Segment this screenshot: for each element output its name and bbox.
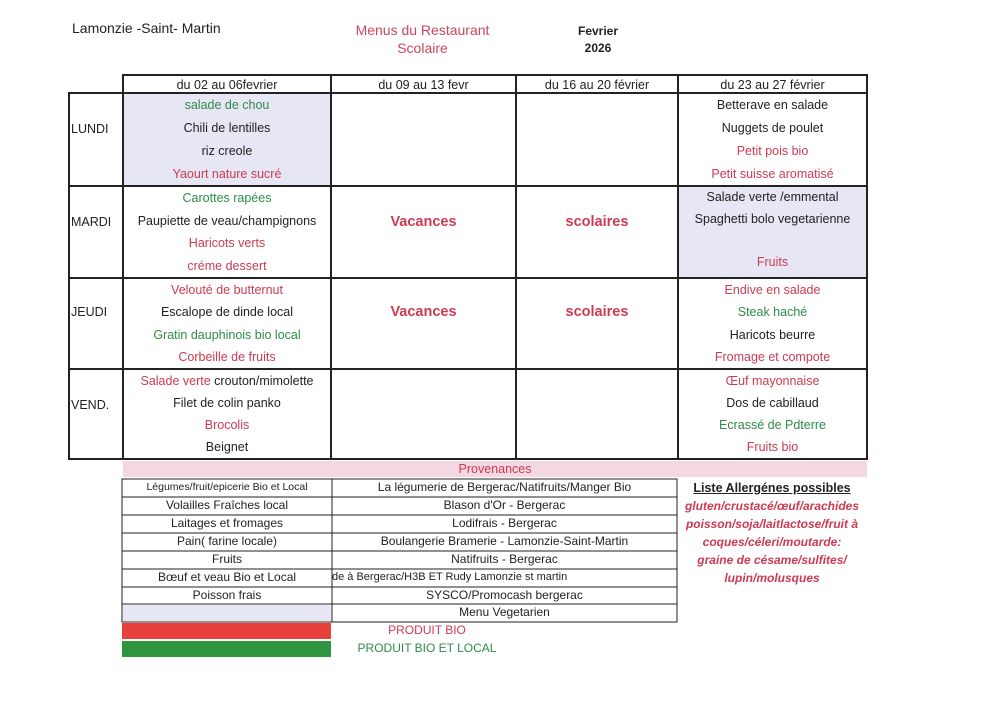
menu-item: Fruits bio [746, 440, 799, 454]
holiday-w3-jeudi [516, 278, 678, 346]
prov-source: Blason d'Or - Bergerac [443, 498, 566, 512]
menu-week4-vend [678, 369, 867, 459]
prov-item: Volailles Fraîches local [165, 498, 289, 512]
menu-item: Yaourt nature sucré [172, 166, 282, 181]
allergens-line: lupin/molusques [724, 571, 820, 585]
prov-item: Bœuf et veau Bio et Local [157, 570, 297, 584]
prov-item: Fruits [212, 552, 242, 566]
prov-item: Pain( farine locale) [176, 534, 278, 548]
prov-source: La légumerie de Bergerac/Natifruits/Manger Bio [377, 480, 632, 494]
prov-source: SYSCO/Promocash bergerac [426, 588, 583, 602]
week-header-2: du 09 au 13 fevr [378, 78, 469, 92]
holiday-w3-mardi [516, 186, 678, 258]
menu-week4-jeudi [678, 278, 867, 369]
menu-item: Ecrassé de Pdterre [719, 418, 826, 432]
week-header-1: du 02 au 06fevrier [176, 78, 278, 92]
prov-source: Boulangerie Bramerie - Lamonzie-Saint-Martin [380, 534, 629, 548]
menu-item: Nuggets de poulet [721, 121, 824, 136]
menu-item: Haricots beurre [729, 327, 816, 342]
day-lundi: LUNDI [71, 122, 109, 136]
holiday-label: Vacances [390, 214, 457, 230]
menu-item: salade de chou [184, 98, 270, 113]
menu-item: Velouté de butternut [171, 283, 283, 298]
allergens-line: coques/céleri/moutarde: [702, 535, 842, 549]
menu-item-part: Salade verte [140, 374, 211, 388]
menu-item: Salade verte /emmental [706, 190, 839, 204]
menu-item: Endive en salade [724, 283, 821, 298]
menu-item: Dos de cabillaud [726, 396, 819, 410]
menu-item: Spaghetti bolo vegetarienne [694, 212, 851, 226]
holiday-label: scolaires [565, 214, 629, 230]
prov-item: Poisson frais [192, 588, 262, 602]
menu-item: Brocolis [204, 418, 250, 432]
menu-item-part: crouton/mimolette [214, 374, 314, 388]
legend-veg-label: Menu Vegetarien [459, 605, 550, 619]
menu-item: Petit pois bio [736, 143, 809, 158]
day-vend: VEND. [71, 398, 110, 412]
menu-item: Paupiette de veau/champignons [137, 213, 317, 228]
menu-item: Fromage et compote [714, 349, 831, 364]
allergens-block [672, 481, 872, 587]
prov-item: Légumes/fruit/epicerie Bio et Local [146, 481, 308, 493]
menu-item: Œuf mayonnaise [725, 374, 820, 388]
menu-week1-vend [123, 369, 331, 459]
legend-bio-label: PRODUIT BIO [388, 623, 466, 637]
title-line-1: Menus du Restaurant [355, 22, 490, 38]
prov-source: Lodifrais - Bergerac [452, 516, 557, 530]
menu-item: Betterave en salade [716, 98, 829, 113]
holiday-w2-mardi [331, 186, 516, 258]
allergens-line: poisson/soja/laitlactose/fruit à [685, 517, 859, 531]
menu-item: Chili de lentilles [183, 121, 271, 136]
legend-bio-local-label: PRODUIT BIO ET LOCAL [357, 641, 497, 655]
allergens-line: graine de césame/sulfites/ [697, 553, 847, 567]
menu-item: Corbeille de fruits [178, 349, 276, 364]
menu-week1-lundi [123, 93, 331, 186]
month-label: Fevrier [577, 24, 619, 38]
menu-week4-lundi [678, 93, 867, 186]
legend-veg-swatch [123, 605, 331, 621]
prov-source: Natifruits - Bergerac [451, 552, 558, 566]
town-name: Lamonzie -Saint- Martin [72, 20, 221, 36]
year-label: 2026 [584, 41, 612, 55]
menu-week1-jeudi [123, 278, 331, 369]
menu-item: Filet de colin panko [173, 396, 281, 410]
day-mardi: MARDI [71, 215, 112, 229]
menu-item: Petit suisse aromatisé [711, 166, 834, 181]
menu-week1-mardi [123, 186, 331, 278]
provenances-title: Provenances [458, 462, 532, 476]
day-jeudi: JEUDI [71, 305, 108, 319]
menu-item [140, 374, 313, 388]
menu-week4-mardi [678, 186, 867, 278]
holiday-label: Vacances [390, 304, 457, 320]
holiday-label: scolaires [565, 304, 629, 320]
menu-item: Gratin dauphinois bio local [153, 327, 301, 342]
menu-item: Beignet [205, 440, 249, 454]
holiday-w2-jeudi [331, 278, 516, 346]
menu-item: Escalope de dinde local [160, 305, 294, 320]
week-header-3: du 16 au 20 février [544, 78, 650, 92]
allergens-title: Liste Allergénes possibles [693, 481, 851, 495]
menu-item: Fruits [756, 255, 789, 269]
title-line-2: Scolaire [397, 40, 448, 56]
menu-item: créme dessert [187, 258, 267, 273]
menu-item: Haricots verts [188, 236, 266, 251]
menu-item: Carottes rapées [182, 191, 272, 206]
menu-item: riz creole [201, 143, 253, 158]
menu-item: Steak haché [737, 305, 808, 320]
week-header-4: du 23 au 27 février [720, 78, 825, 92]
legend-bio-swatch [122, 623, 331, 639]
legend-bio-local-swatch [122, 641, 331, 657]
allergens-line: gluten/crustacé/œuf/arachides [684, 499, 860, 513]
prov-source: de à Bergerac/H3B ET Rudy Lamonzie st martin [332, 571, 568, 583]
prov-item: Laitages et fromages [170, 516, 284, 530]
